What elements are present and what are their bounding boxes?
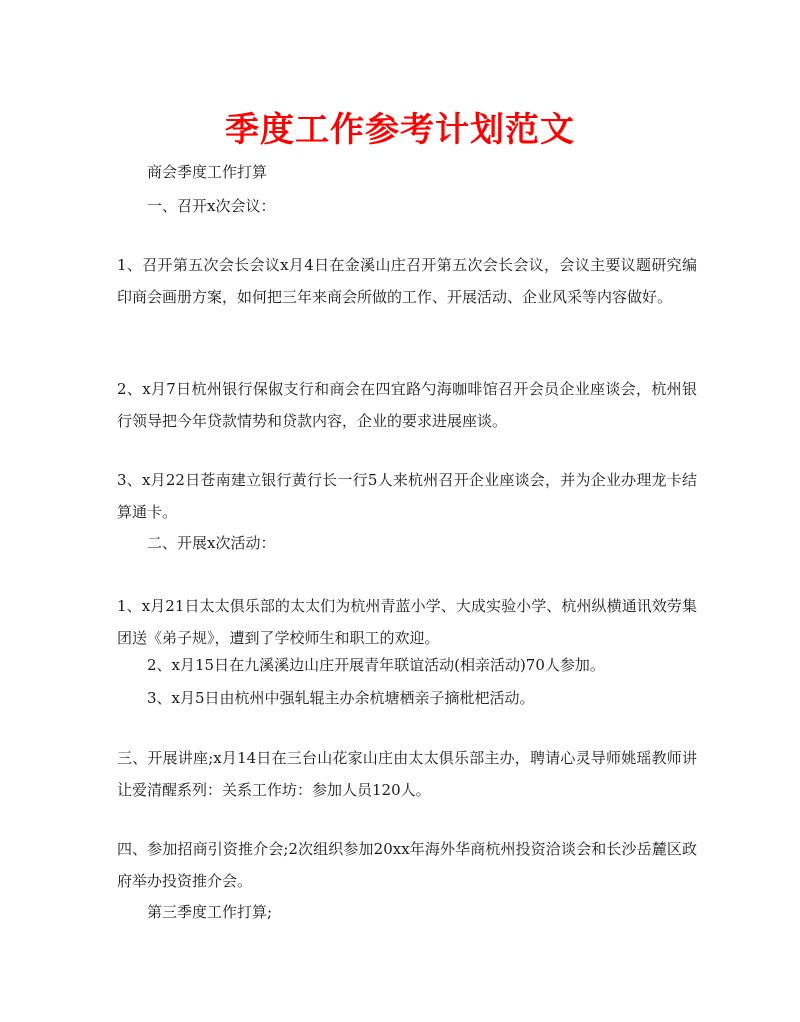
paragraph-investment: 四、参加招商引资推介会;2次组织参加20xx年海外华商杭州投资洽谈会和长沙岳麓区政府举办投资推介会。 [117, 840, 697, 890]
paragraph-activity-3: 3、x月5日由杭州中强轧辊主办余杭塘栖亲子摘枇杷活动。 [147, 689, 535, 707]
section-heading-meetings: 一、召开x次会议： [147, 197, 276, 215]
paragraph-meeting-3: 3、x月22日苍南建立银行黄行长一行5人来杭州召开企业座谈会，并为企业办理龙卡结算通卡。 [117, 471, 697, 521]
paragraph-subtitle: 商会季度工作打算 [147, 163, 268, 181]
paragraph-lecture: 三、开展讲座;x月14日在三台山花家山庄由太太俱乐部主办，聘请心灵导师姚瑶教师讲让爱清醒系列：关系工作坊：参加人员120人。 [117, 749, 697, 799]
document-title: 季度工作参考计划范文 [225, 110, 575, 150]
paragraph-activity-2: 2、x月15日在九溪溪边山庄开展青年联谊活动(相亲活动)70人参加。 [147, 656, 605, 674]
paragraph-activity-1: 1、x月21日太太俱乐部的太太们为杭州青蓝小学、大成实验小学、杭州纵横通讯效劳集团送《弟子规》，遭到了学校师生和职工的欢迎。 [117, 597, 697, 647]
paragraph-meeting-1: 1、召开第五次会长会议x月4日在金溪山庄召开第五次会长会议，会议主要议题研究编印商会画册方案，如何把三年来商会所做的工作、开展活动、企业风采等内容做好。 [117, 256, 697, 306]
paragraph-q3-plan: 第三季度工作打算; [147, 903, 273, 921]
paragraph-meeting-2: 2、x月7日杭州银行保俶支行和商会在四宜路勺海咖啡馆召开会员企业座谈会，杭州银行领导把今年贷款情势和贷款内容，企业的要求进展座谈。 [117, 380, 697, 430]
section-heading-activities: 二、开展x次活动： [147, 534, 276, 552]
